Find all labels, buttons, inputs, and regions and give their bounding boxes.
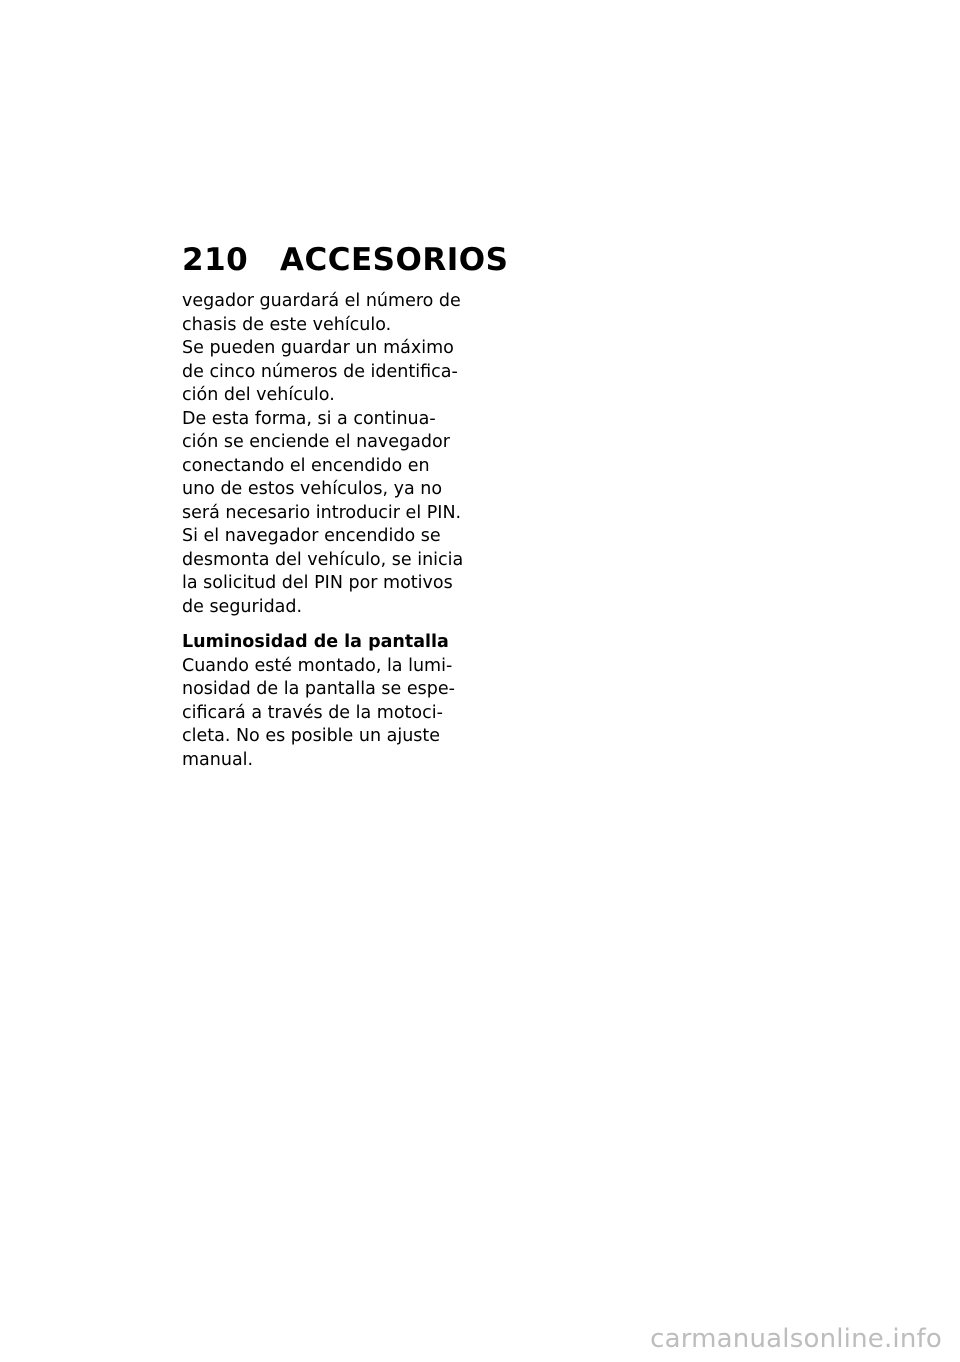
paragraph-max-numbers [182,337,458,408]
text-line: cleta. No es posible un ajuste [182,726,441,746]
subheading-brightness: Luminosidad de la pantalla [182,632,449,652]
text-line: conectando el encendido en [182,455,430,476]
text-line: Cuando esté montado, la lumi- [182,655,453,676]
text-line: la solicitud del PIN por motivos [182,573,453,593]
text-line: ción del vehículo. [182,385,335,405]
watermark: carmanualsonline.info [650,1324,942,1354]
text-line: chasis de este vehículo. [182,314,392,335]
text-line: Si el navegador encendido se [182,526,441,546]
text-column [182,290,464,772]
text-line: Se pueden guardar un máximo [182,338,454,358]
page-header [182,238,508,282]
paragraph-no-pin [182,408,462,526]
section-gap [182,619,454,631]
text-line: manual. [182,749,254,770]
page-number: 210 [182,242,249,278]
text-line: De esta forma, si a continua- [182,408,436,429]
text-line: nosidad de la pantalla se espe- [182,679,455,699]
text-line: vegador guardará el número de [182,291,461,311]
text-line: de cinco números de identifica- [182,361,458,382]
text-line: cificará a través de la motoci- [182,702,443,723]
text-line: uno de estos vehículos, ya no [182,479,443,499]
paragraph-brightness [182,655,454,773]
paragraph-security [182,525,464,619]
text-line: ción se enciende el navegador [182,432,450,452]
text-line: desmonta del vehículo, se inicia [182,549,464,570]
section-title: ACCESORIOS [280,242,509,278]
text-line: será necesario introducir el PIN. [182,502,462,523]
paragraph-nav-storage [182,290,461,337]
text-line: de seguridad. [182,596,303,617]
